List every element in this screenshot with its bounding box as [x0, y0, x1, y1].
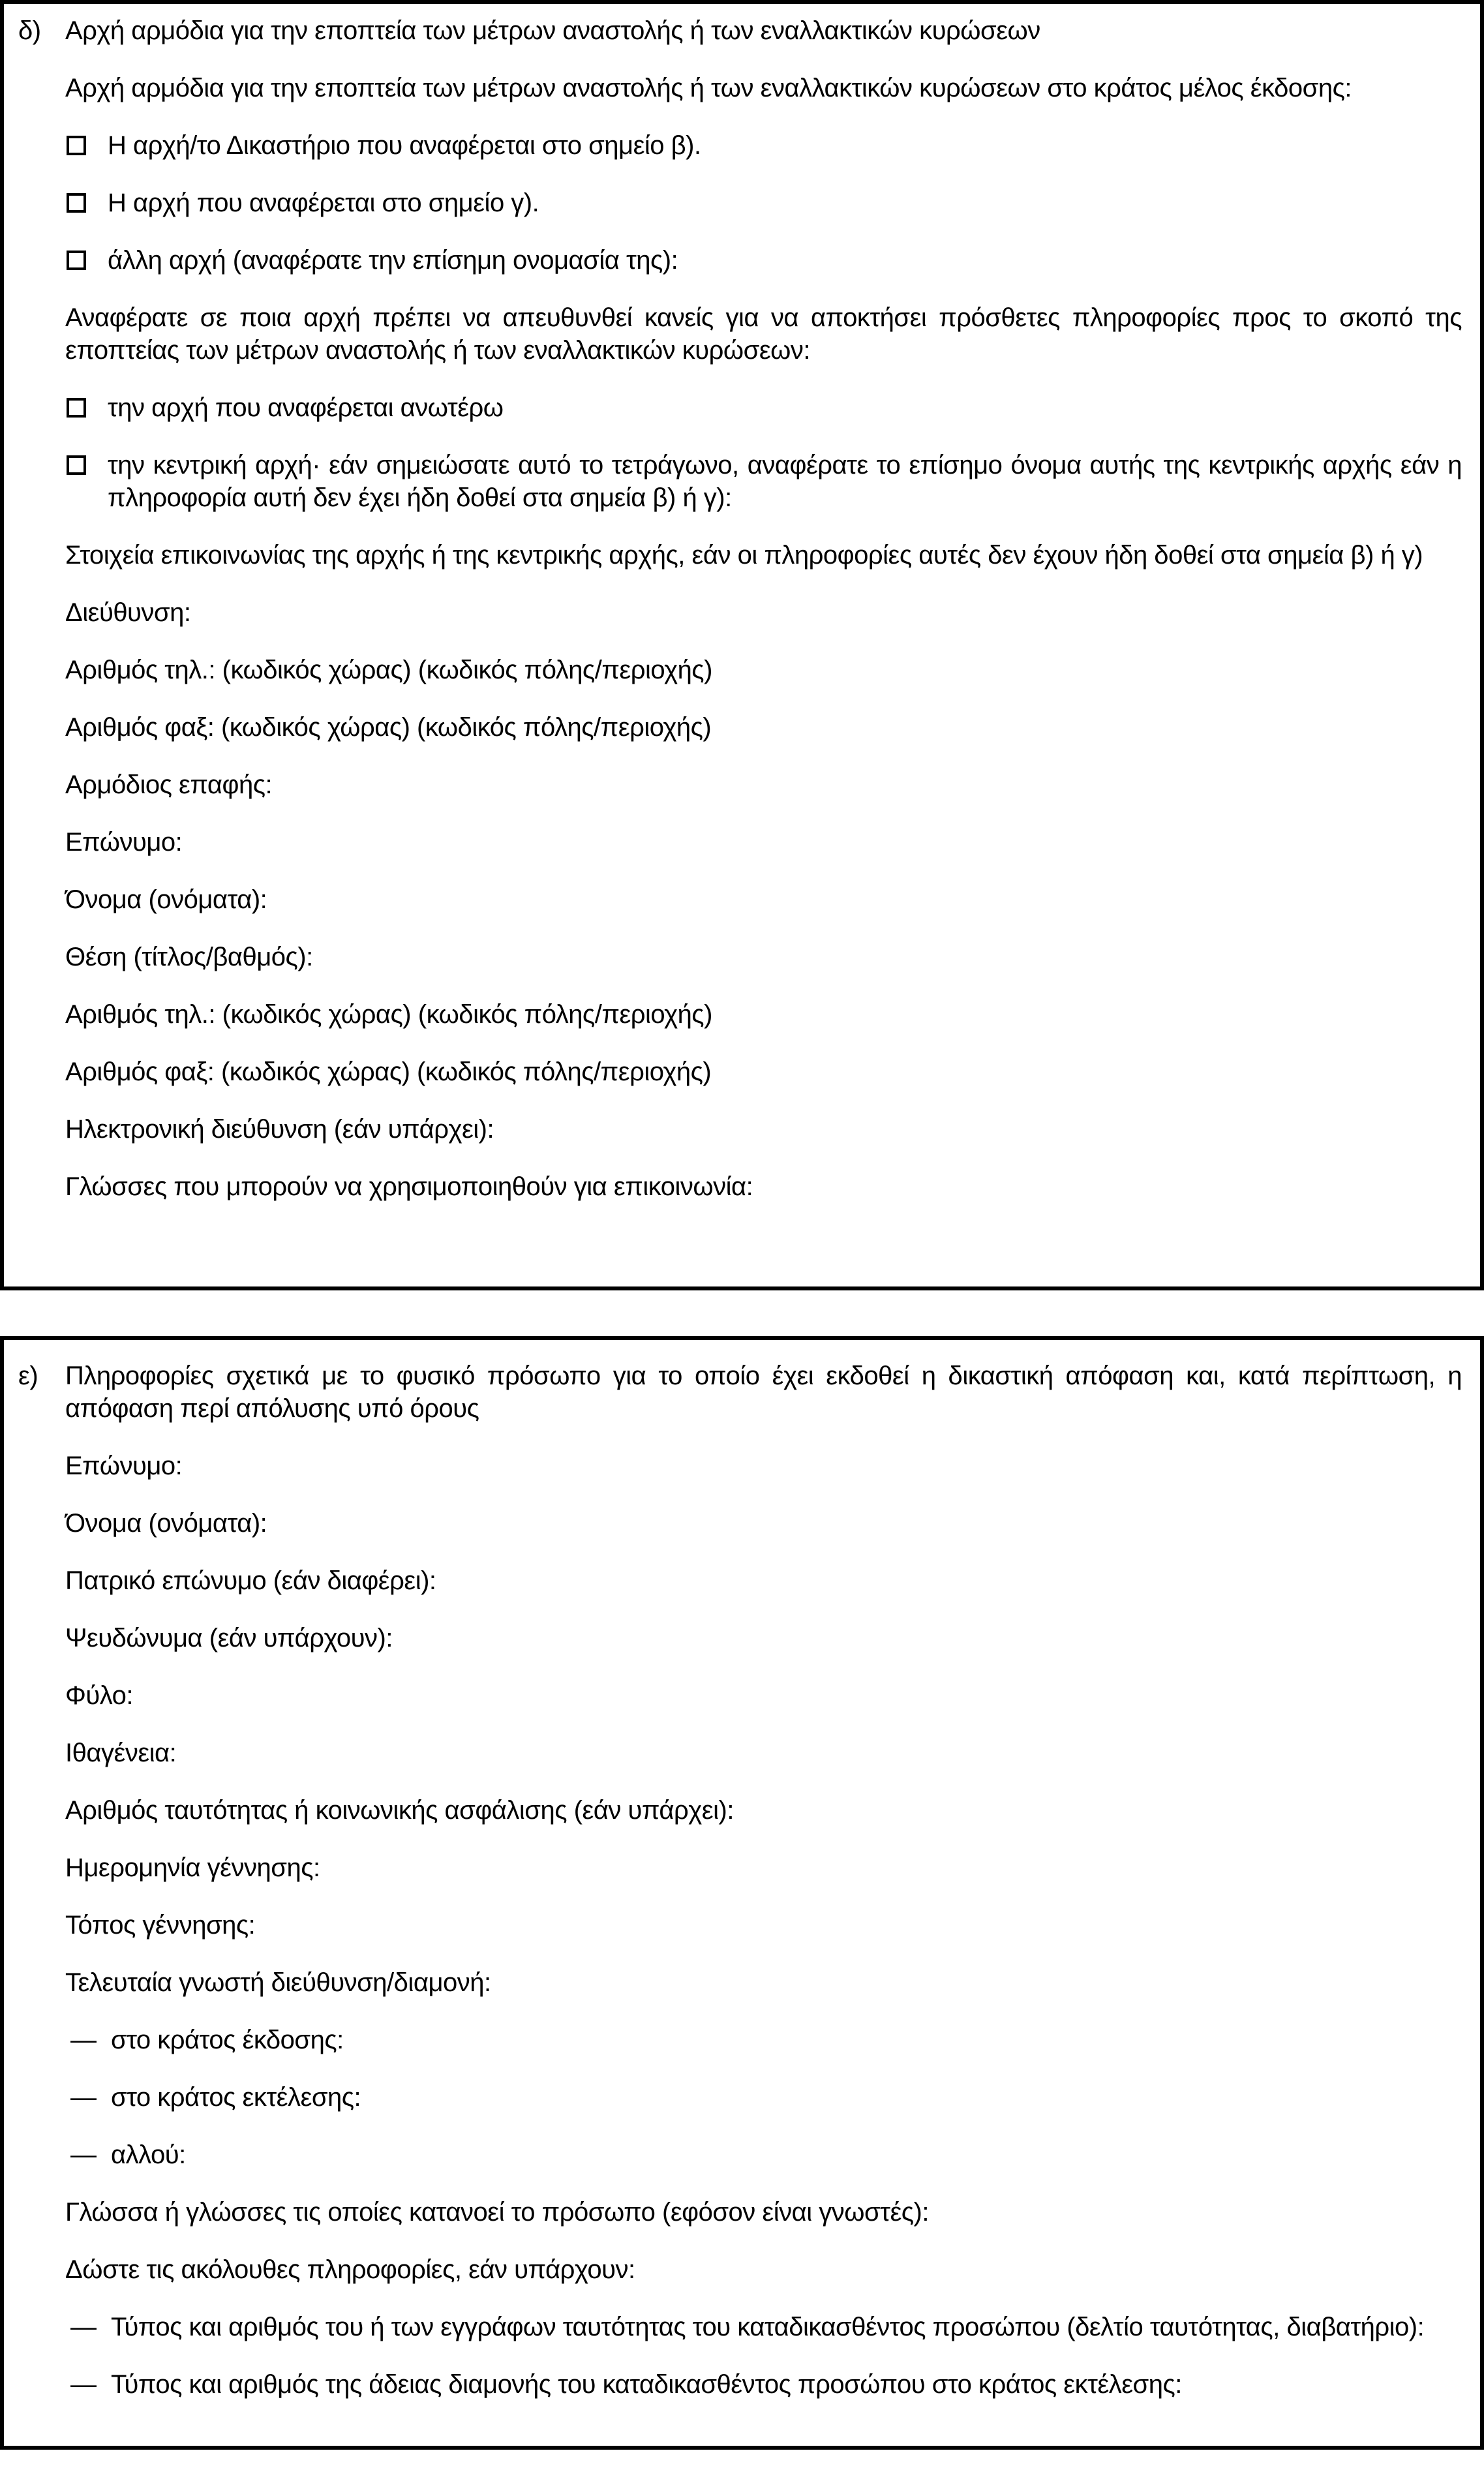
checkbox-icon	[67, 398, 86, 418]
checkbox-icon	[67, 136, 86, 155]
dash-item-label: αλλού:	[111, 2140, 186, 2169]
field-birth-date: Ημερομηνία γέννησης:	[65, 1853, 320, 1882]
checkbox-option-authority-above	[65, 391, 1462, 424]
field-understood-languages: Γλώσσα ή γλώσσες τις οποίες κατανοεί το πρόσωπο (εφόσον είναι γνωστές):	[65, 2198, 929, 2227]
field-last-known-address: Τελευταία γνωστή διεύθυνση/διαμονή:	[65, 1968, 491, 1997]
field-email: Ηλεκτρονική διεύθυνση (εάν υπάρχει):	[65, 1115, 494, 1144]
checkbox-option-authority-b	[65, 129, 1462, 162]
checkbox-label: την αρχή που αναφέρεται ανωτέρω	[108, 393, 504, 422]
checkbox-label: Η αρχή που αναφέρεται στο σημείο γ).	[108, 189, 539, 217]
section-d-contact-intro: Στοιχεία επικοινωνίας της αρχής ή της κεντρικής αρχής, εάν οι πληροφορίες αυτές δεν έχουν ήδη δοθεί στα σημεία β) ή γ)	[65, 541, 1423, 570]
dash-icon: —	[70, 2140, 97, 2169]
dash-item-executing-state	[65, 2081, 1462, 2114]
section-e-heading	[18, 1360, 1462, 1425]
field-forename: Όνομα (ονόματα):	[65, 1509, 267, 1538]
section-e-box	[0, 1336, 1484, 2450]
section-d-heading	[18, 14, 1462, 47]
checkbox-icon	[67, 193, 86, 213]
dash-item-label: στο κράτος έκδοσης:	[111, 2026, 344, 2054]
field-fax: Αριθμός φαξ: (κωδικός χώρας) (κωδικός πόλης/περιοχής)	[65, 713, 712, 742]
field-birth-place: Τόπος γέννησης:	[65, 1911, 256, 1940]
dash-item-elsewhere	[65, 2139, 1462, 2171]
field-address: Διεύθυνση:	[65, 598, 191, 627]
field-post-title: Θέση (τίτλος/βαθμός):	[65, 943, 313, 971]
checkbox-icon	[67, 455, 86, 475]
section-e-title: Πληροφορίες σχετικά με το φυσικό πρόσωπο για το οποίο έχει εκδοθεί η δικαστική απόφαση και, κατά περίπτωση, η απόφαση περί απόλυσης υπό όρους	[65, 1362, 1462, 1423]
dash-item-issuing-state	[65, 2024, 1462, 2056]
checkbox-option-authority-c	[65, 187, 1462, 219]
section-d-info-paragraph: Αναφέρατε σε ποια αρχή πρέπει να απευθυνθεί κανείς για να αποκτήσει πρόσθετες πληροφορίες προς το σκοπό της εποπτείας των μέτρων αναστολής ή των εναλλακτικών κυρώσεων:	[65, 303, 1462, 365]
checkbox-option-central-authority	[65, 449, 1462, 514]
checkbox-option-other-authority	[65, 244, 1462, 277]
field-phone: Αριθμός τηλ.: (κωδικός χώρας) (κωδικός πόλης/περιοχής)	[65, 656, 712, 684]
dash-item-label: στο κράτος εκτέλεσης:	[111, 2083, 361, 2112]
dash-item-residence-permit	[65, 2368, 1462, 2401]
checkbox-label: άλλη αρχή (αναφέρατε την επίσημη ονομασία της):	[108, 246, 678, 275]
field-id-number: Αριθμός ταυτότητας ή κοινωνικής ασφάλισης (εάν υπάρχει):	[65, 1796, 734, 1825]
dash-icon: —	[70, 2026, 97, 2054]
section-e-label: ε)	[18, 1362, 38, 1390]
field-surname: Επώνυμο:	[65, 1452, 183, 1480]
dash-item-identity-documents	[65, 2311, 1462, 2343]
field-languages: Γλώσσες που μπορούν να χρησιμοποιηθούν για επικοινωνία:	[65, 1172, 753, 1201]
dash-item-label: Τύπος και αριθμός του ή των εγγράφων ταυτότητας του καταδικασθέντος προσώπου (δελτίο ταυτότητας, διαβατήριο):	[111, 2313, 1425, 2341]
checkbox-label: την κεντρική αρχή· εάν σημειώσατε αυτό το τετράγωνο, αναφέρατε το επίσημο όνομα αυτής της κεντρικής αρχής εάν η πληροφορία αυτή δεν έχει ήδη δοθεί στα σημεία β) ή γ):	[108, 451, 1462, 512]
dash-item-label: Τύπος και αριθμός της άδειας διαμονής του καταδικασθέντος προσώπου στο κράτος εκτέλεσης:	[111, 2370, 1182, 2399]
provide-info-line: Δώστε τις ακόλουθες πληροφορίες, εάν υπάρχουν:	[65, 2255, 635, 2284]
field-maiden-name: Πατρικό επώνυμο (εάν διαφέρει):	[65, 1566, 436, 1595]
field-sex: Φύλο:	[65, 1681, 134, 1710]
field-nationality: Ιθαγένεια:	[65, 1739, 177, 1767]
field-forename: Όνομα (ονόματα):	[65, 885, 267, 914]
checkbox-label: Η αρχή/το Δικαστήριο που αναφέρεται στο σημείο β).	[108, 131, 701, 160]
dash-icon: —	[70, 2370, 97, 2399]
dash-icon: —	[70, 2313, 97, 2341]
field-fax-2: Αριθμός φαξ: (κωδικός χώρας) (κωδικός πόλης/περιοχής)	[65, 1058, 712, 1086]
field-surname: Επώνυμο:	[65, 828, 183, 857]
field-phone-2: Αριθμός τηλ.: (κωδικός χώρας) (κωδικός πόλης/περιοχής)	[65, 1000, 712, 1029]
field-aliases: Ψευδώνυμα (εάν υπάρχουν):	[65, 1624, 393, 1652]
field-contact-person: Αρμόδιος επαφής:	[65, 770, 273, 799]
dash-icon: —	[70, 2083, 97, 2112]
section-d-title: Αρχή αρμόδια για την εποπτεία των μέτρων αναστολής ή των εναλλακτικών κυρώσεων	[65, 16, 1040, 45]
checkbox-icon	[67, 251, 86, 270]
section-d-intro: Αρχή αρμόδια για την εποπτεία των μέτρων αναστολής ή των εναλλακτικών κυρώσεων στο κράτος μέλος έκδοσης:	[65, 74, 1352, 102]
section-d-label: δ)	[18, 16, 41, 45]
